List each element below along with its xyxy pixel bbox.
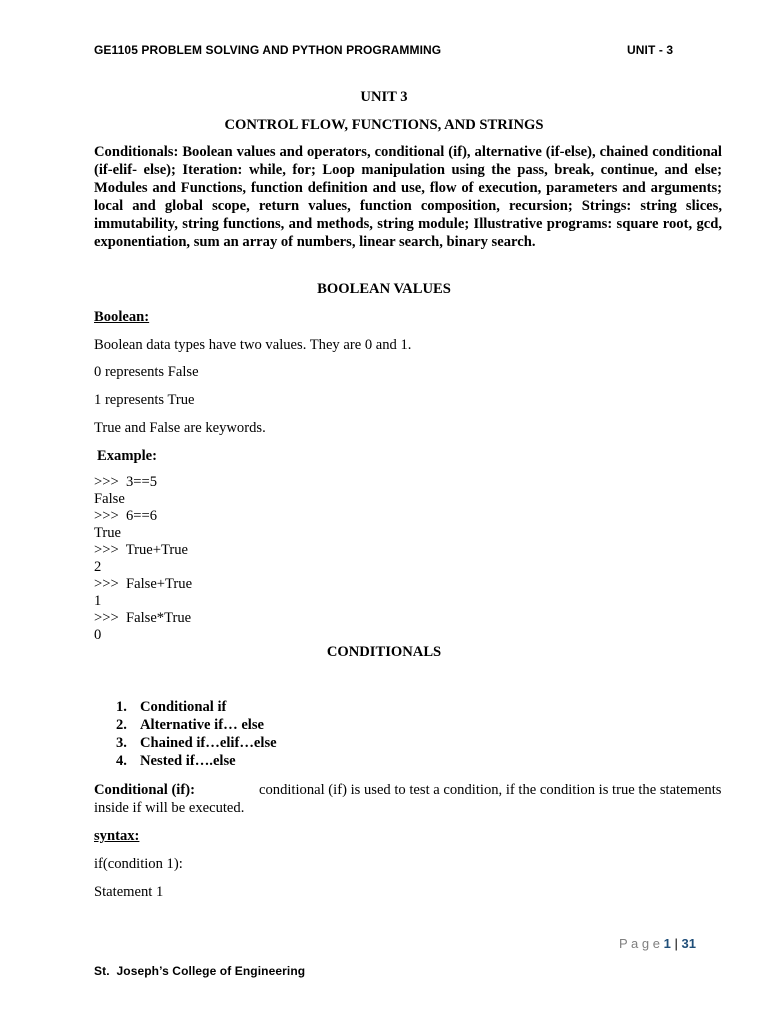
list-item bbox=[116, 716, 416, 734]
list-item-text: Chained if…elif…else bbox=[140, 735, 277, 751]
boolean-line-2: 0 represents False bbox=[94, 364, 199, 380]
syllabus-paragraph: Conditionals: Boolean values and operators, conditional (if), alternative (if-else), chained conditional (if-elif- else); Iteration: while, for; Loop manipulation using the pass, break, continue, and else; Modules and Functions, function definition and use, flow of execution, parameters and arguments; local and global scope, return values, function composition, recursion; Strings: string slices, immutability, string functions, and methods, string module; Illustrative programs: square root, gcd, exponentiation, sum an array of numbers, linear search, binary search. bbox=[94, 144, 722, 250]
unit-title: UNIT 3 bbox=[360, 89, 408, 105]
syntax-line-1: if(condition 1): bbox=[94, 856, 183, 872]
example-line: >>> False*True bbox=[94, 610, 192, 626]
list-item-number: 2. bbox=[116, 717, 127, 733]
boolean-values-heading: BOOLEAN VALUES bbox=[317, 281, 451, 297]
list-item-number: 3. bbox=[116, 735, 127, 751]
list-item bbox=[116, 734, 416, 752]
boolean-subheading: Boolean: bbox=[94, 309, 150, 325]
list-item bbox=[116, 752, 416, 770]
list-item-number: 4. bbox=[116, 753, 127, 769]
example-line: >>> 6==6 bbox=[94, 508, 158, 524]
conditionals-list bbox=[116, 698, 416, 770]
example-line: >>> True+True bbox=[94, 542, 189, 558]
page-word: P a g e bbox=[619, 936, 660, 951]
page-number-indicator bbox=[619, 936, 696, 951]
example-line: False bbox=[94, 491, 125, 507]
example-label: Example: bbox=[97, 448, 157, 464]
conditional-if-description-line-2: inside if will be executed. bbox=[94, 800, 245, 816]
unit-subtitle: CONTROL FLOW, FUNCTIONS, AND STRINGS bbox=[224, 117, 544, 133]
boolean-line-4: True and False are keywords. bbox=[94, 420, 266, 436]
list-item-number: 1. bbox=[116, 699, 127, 715]
example-code-block bbox=[94, 474, 192, 644]
boolean-line-1: Boolean data types have two values. They are 0 and 1. bbox=[94, 337, 412, 353]
list-item bbox=[116, 698, 416, 716]
header-unit-label: UNIT - 3 bbox=[627, 43, 674, 57]
example-line: 0 bbox=[94, 627, 102, 643]
example-line: True bbox=[94, 525, 122, 541]
header-course-title: GE1105 PROBLEM SOLVING AND PYTHON PROGRAMMING bbox=[94, 43, 442, 57]
conditional-if-label: Conditional (if): bbox=[94, 782, 195, 798]
example-line: 2 bbox=[94, 559, 102, 575]
example-line: >>> False+True bbox=[94, 576, 193, 592]
conditional-if-description-line-1: conditional (if) is used to test a condition, if the condition is true the statements bbox=[259, 782, 722, 798]
syntax-line-2: Statement 1 bbox=[94, 884, 164, 900]
conditionals-heading: CONDITIONALS bbox=[326, 644, 442, 660]
list-item-text: Nested if….else bbox=[140, 753, 236, 769]
example-line: >>> 3==5 bbox=[94, 474, 158, 490]
page-separator: | bbox=[674, 936, 678, 951]
list-item-text: Conditional if bbox=[140, 699, 227, 715]
boolean-line-3: 1 represents True bbox=[94, 392, 195, 408]
syntax-label: syntax: bbox=[94, 828, 140, 844]
current-page-number: 1 bbox=[663, 936, 671, 951]
list-item-text: Alternative if… else bbox=[140, 717, 265, 733]
total-pages-number: 31 bbox=[681, 936, 696, 951]
example-line: 1 bbox=[94, 593, 102, 609]
footer-college-name: St. Joseph’s College of Engineering bbox=[94, 964, 306, 978]
